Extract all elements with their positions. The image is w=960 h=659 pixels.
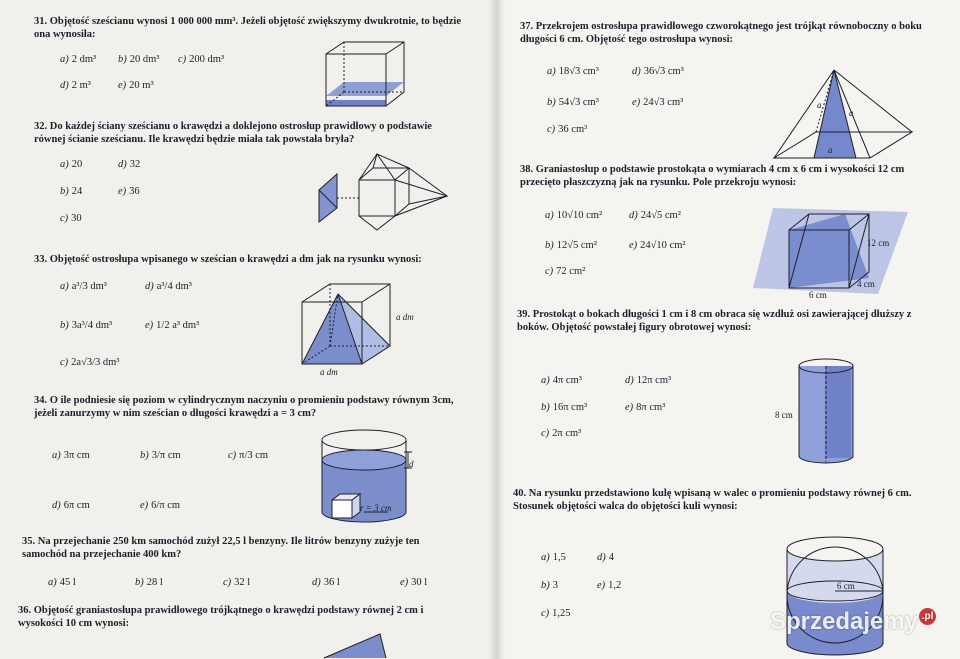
option-b[interactable]: b) 28 l [135,577,163,588]
option-a[interactable]: a) a³/3 dm³ [60,281,107,292]
question-37 [520,20,935,46]
square-pyramid-figure [770,66,915,162]
option-e[interactable]: e) 24√10 cm² [629,240,686,251]
question-text: Objętość sześcianu wynosi 1 000 000 mm³. Jeżeli objętość zwiększymy dwukrotnie, to będzie ona wynosiła: [34,16,461,40]
question-number: 40. [513,488,527,499]
option-e[interactable]: e) 1,2 [597,580,622,591]
option-d[interactable]: d) 6π cm [52,500,90,511]
label-d: d [409,459,414,469]
option-d[interactable]: d) 4 [597,552,614,563]
option-a[interactable]: a) 3π cm [52,450,90,461]
question-31 [34,15,464,41]
question-text: O ile podniesie się poziom w cylindrycznym naczyniu o promieniu podstawy równym 3cm, jeżeli zanurzymy w nim sześcian o długości krawędzi a = 3 cm? [34,395,454,419]
pyramid-in-cube-figure [298,280,398,368]
question-34 [34,394,464,420]
option-a[interactable]: a) 2 dm³ [60,54,97,65]
option-b[interactable]: b) 16π cm³ [541,402,588,413]
watermark: Sprzedajemy .pl [770,608,936,636]
option-a[interactable]: a) 4π cm³ [541,375,582,386]
question-text: Do każdej ściany sześcianu o krawędzi a doklejono ostrosłup prawidłowy o podstawie równej ścianie sześcianu. Ile krawędzi będzie miała tak powstała bryła? [34,121,432,145]
label-a-bottom: a [828,145,833,155]
option-c[interactable]: c) 36 cm³ [547,124,588,135]
question-text: Prostokąt o bokach długości 1 cm i 8 cm obraca się wzdłuż osi zawierającej dłuższy z boków. Objętość powstałej figury obrotowej wynosi: [517,309,912,333]
question-number: 35. [22,536,36,547]
option-a[interactable]: a) 10√10 cm² [545,210,603,221]
page-fold [489,0,505,659]
option-e[interactable]: e) 36 [118,186,140,197]
option-d[interactable]: d) 12π cm³ [625,375,672,386]
cube-with-pyramids-figure [315,150,460,230]
label-width: 4 cm [857,279,875,289]
label-length: 6 cm [809,290,827,300]
option-b[interactable]: b) 54√3 cm³ [547,97,599,108]
right-page [497,0,960,659]
cube-figure [322,40,412,110]
question-text: Objętość ostrosłupa wpisanego w sześcian o krawędzi a dm jak na rysunku wynosi: [49,254,422,265]
option-e[interactable]: e) 6/π cm [140,500,181,511]
label-side: a dm [396,312,414,322]
option-c[interactable]: c) 200 dm³ [178,54,225,65]
question-number: 38. [520,164,534,175]
sphere-in-cylinder-figure [785,533,889,659]
option-d[interactable]: d) 2 m³ [60,80,91,91]
label-height: 12 cm [867,238,890,248]
option-c[interactable]: c) 30 [60,213,82,224]
option-c[interactable]: c) 2a√3/3 dm³ [60,357,120,368]
label-r: r = 3 cm [360,503,392,513]
option-b[interactable]: b) 12√5 cm² [545,240,597,251]
label-radius: 6 cm [837,581,855,591]
option-d[interactable]: d) 36√3 cm³ [632,66,684,77]
question-number: 32. [34,121,48,132]
question-36 [18,604,463,630]
option-c[interactable]: c) 32 l [223,577,251,588]
triangular-prism-figure [320,634,390,659]
question-number: 33. [34,254,48,265]
cut-prism-figure [753,208,908,296]
option-c[interactable]: c) 1,25 [541,608,571,619]
option-e[interactable]: e) 8π cm³ [625,402,666,413]
option-a[interactable]: a) 45 l [48,577,76,588]
question-33 [34,253,464,266]
option-b[interactable]: b) 24 [60,186,83,197]
option-b[interactable]: b) 3/π cm [140,450,181,461]
option-a[interactable]: a) 18√3 cm³ [547,66,599,77]
option-b[interactable]: b) 3a³/4 dm³ [60,320,113,331]
option-d[interactable]: d) 36 l [312,577,340,588]
question-text: Graniastosłup o podstawie prostokąta o wymiarach 4 cm x 6 cm i wysokości 12 cm przecięto płaszczyzną jak na rysunku. Pole przekroju wynosi: [520,164,905,188]
option-c[interactable]: c) 72 cm² [545,266,586,277]
option-c[interactable]: c) 2π cm³ [541,428,582,439]
question-number: 37. [520,21,534,32]
question-text: Na przejechanie 250 km samochód zużył 22,5 l benzyny. Ile litrów benzyny zużyje ten samochód na przejechanie 400 km? [22,536,420,560]
cylinder-rotation-figure [797,358,857,468]
label-a-left: a [817,100,822,110]
question-number: 36. [18,605,32,616]
option-e[interactable]: e) 24√3 cm³ [632,97,684,108]
question-40 [513,487,943,513]
question-32 [34,120,464,146]
watermark-suffix: .pl [919,608,936,625]
label-height: 8 cm [775,410,793,420]
question-number: 31. [34,16,48,27]
question-number: 34. [34,395,48,406]
option-a[interactable]: a) 20 [60,159,83,170]
option-b[interactable]: b) 20 dm³ [118,54,160,65]
option-c[interactable]: c) π/3 cm [228,450,269,461]
label-bottom: a dm [320,367,338,377]
question-38 [520,163,940,189]
question-text: Na rysunku przedstawiono kulę wpisaną w walec o promieniu podstawy równej 6 cm. Stosunek objętości walca do objętości kuli wynosi: [513,488,912,512]
option-e[interactable]: e) 1/2 a³ dm³ [145,320,200,331]
question-text: Objętość graniastosłupa prawidłowego trójkątnego o krawędzi podstawy równej 2 cm i wysokości 10 cm wynosi: [18,605,424,629]
option-d[interactable]: d) a³/4 dm³ [145,281,192,292]
question-text: Przekrojem ostrosłupa prawidłowego czworokątnego jest trójkąt równoboczny o boku długości 6 cm. Objętość tego ostrosłupa wynosi: [520,21,922,45]
option-a[interactable]: a) 1,5 [541,552,566,563]
option-e[interactable]: e) 30 l [400,577,428,588]
option-d[interactable]: d) 24√5 cm² [629,210,681,221]
option-d[interactable]: d) 32 [118,159,141,170]
option-e[interactable]: e) 20 m³ [118,80,154,91]
question-number: 39. [517,309,531,320]
label-a-right: a [849,108,854,118]
question-39 [517,308,942,334]
option-b[interactable]: b) 3 [541,580,558,591]
question-35 [22,535,462,561]
